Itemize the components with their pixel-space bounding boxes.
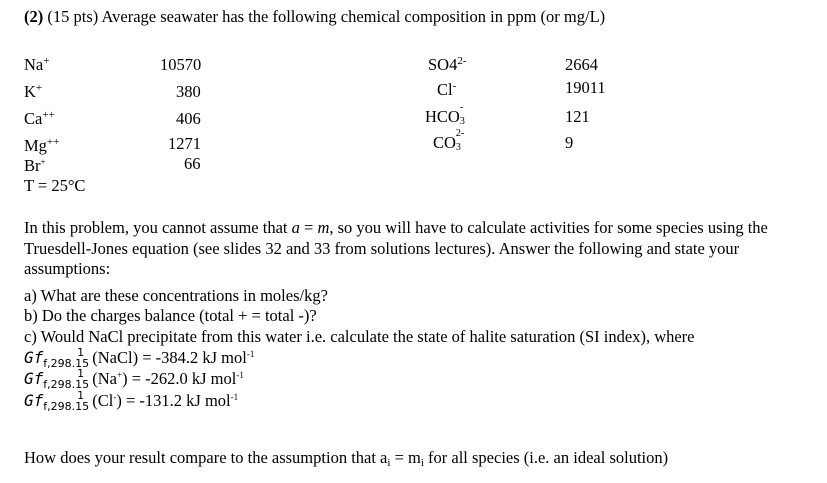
ion-ca: Ca++ [24,109,55,128]
ion-mg: Mg++ [24,136,60,155]
gibbs-na: $Gf_{f,298.15}^1$ (Na+) = -262.0 kJ mol$^{-1}$ [24,367,244,391]
ion-hco3-value: 121 [565,107,590,126]
question-a: a) What are these concentrations in moles/kg? [24,286,328,305]
ion-ca-value: 406 [176,109,201,128]
ion-hco3: HCO - 3 [425,102,465,127]
ion-br: Br+ [24,156,46,175]
ion-so4: $SO4^{2-}$ [428,55,467,74]
ion-cl: Cl- [437,80,457,99]
ion-co3: CO 2- 3 [433,128,465,153]
ion-na-value: 10570 [160,55,202,74]
question-b: b) Do the charges balance (total + = total -)? [24,306,317,325]
temperature: T = 25°C [24,176,86,195]
ion-br-value: 66 [184,154,201,173]
ion-mg-value: 1271 [168,134,201,153]
ion-cl-value: 19011 [565,78,606,97]
gibbs-nacl: $Gf_{f,298.15}^1$ (NaCl) = -384.2 kJ mol$^{-1}$ [24,346,255,370]
ion-k: K+ [24,82,43,101]
gibbs-cl: $Gf_{f,298.15}^1$ (Cl-) = -131.2 kJ mol$^{-1}$ [24,389,239,413]
final-question: How does your result compare to the assumption that $a_i = m_i$ for all species (i.e. an ideal solution) [24,448,669,469]
ion-co3-value: 9 [565,133,574,152]
problem-heading [24,7,605,27]
problem-description: In this problem, you cannot assume that a = m, so you will have to calculate activities for some species using the Truesdell-Jones equation (see slides 32 and 33 from solutions lectures). Answer the following and state your assumptions: [24,218,768,278]
ion-so4-value: 2664 [565,55,598,74]
question-c: c) Would NaCl precipitate from this water i.e. calculate the state of halite saturation (SI index), where [24,327,695,346]
ion-k-value: 380 [176,82,201,101]
problem-heading-text: (15 pts) Average seawater has the following chemical composition in ppm (or mg/L) [43,7,606,26]
ion-na: Na+ [24,55,50,74]
problem-number: (2) [24,7,44,26]
